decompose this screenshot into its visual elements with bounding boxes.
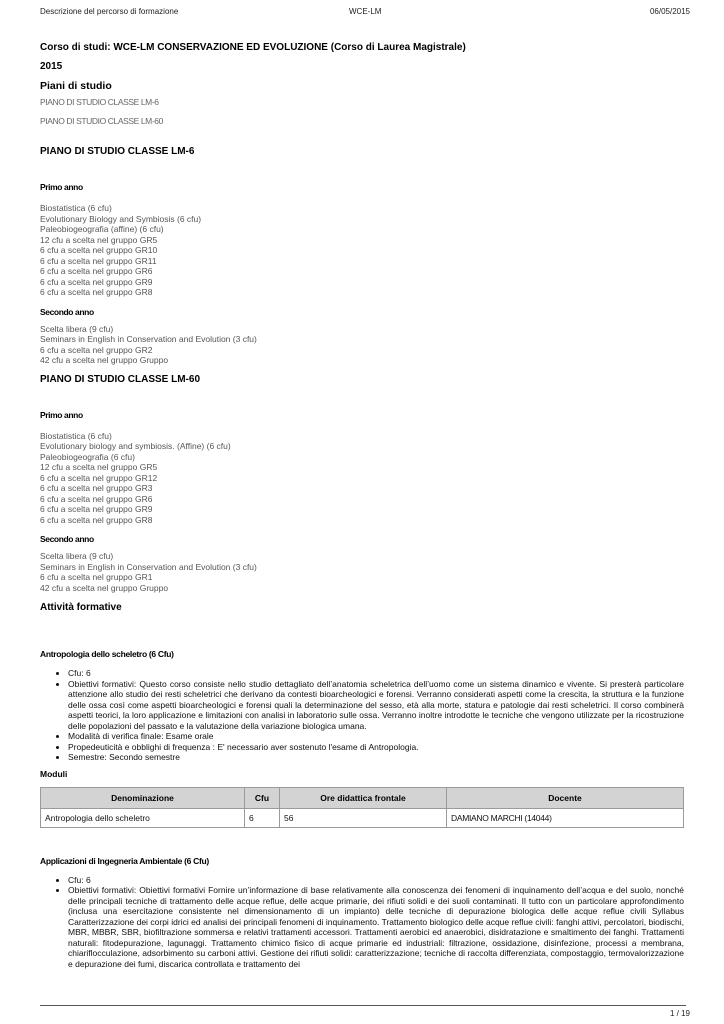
cell-denominazione: Antropologia dello scheletro <box>41 808 245 827</box>
first-year-course-list <box>40 203 684 298</box>
activities-heading: Attività formative <box>40 602 122 613</box>
list-item: 6 cfu a scelta nel gruppo GR3 <box>40 483 153 493</box>
list-item: 6 cfu a scelta nel gruppo GR10 <box>40 245 158 255</box>
activity-details-list <box>40 875 684 970</box>
list-item: 6 cfu a scelta nel gruppo GR6 <box>40 493 153 504</box>
column-header-denominazione: Denominazione <box>41 787 245 808</box>
list-item: 6 cfu a scelta nel gruppo GR8 <box>40 514 153 525</box>
cell-docente: DAMIANO MARCHI (14044) <box>447 808 684 827</box>
first-year-course-list <box>40 431 684 526</box>
page-number: 1 / 19 <box>669 1009 690 1018</box>
list-item: 6 cfu a scelta nel gruppo GR8 <box>40 287 153 297</box>
list-item: Seminars in English in Conservation and Evolution (3 cfu) <box>40 561 257 572</box>
activity-details-list <box>40 668 684 763</box>
list-item: 12 cfu a scelta nel gruppo GR5 <box>40 234 158 245</box>
plan-link-lm6[interactable]: PIANO DI STUDIO CLASSE LM-6 <box>40 97 159 107</box>
table-row <box>41 808 684 827</box>
header-course-code: WCE-LM <box>349 7 382 16</box>
list-item: 6 cfu a scelta nel gruppo GR2 <box>40 344 153 355</box>
list-item: 6 cfu a scelta nel gruppo GR6 <box>40 266 153 276</box>
list-item: 6 cfu a scelta nel gruppo GR12 <box>40 472 158 483</box>
list-item: 42 cfu a scelta nel gruppo Gruppo <box>40 355 169 365</box>
activity-objectives: • Obiettivi formativi: Questo corso consiste nello studio dettagliato dell’anatomia scheletrica dell’uomo come un sistema dinamico e vivente. Si presterà particolare attenzione allo studio dei resti scheletrici che derivano da contesti bioarcheologici e forensi. Verranno considerati aspetti come la crescita, la struttura e la funzione delle ossa così come aspetti bioarcheologici e forensi quali la determinazione del sesso, età alla morte, statura e patologie dai resti scheletrici. Il corso combinerà aspetti teorici, la loro applicazione e limitazioni con analisi in laboratorio sulle ossa. Verranno inoltre introdotte le tecniche che vengono utilizzate per la ricostruzione delle popolazioni del passato e la valutazione della variazione biologica umana. <box>68 679 684 732</box>
list-item: Paleobiogeografia (6 cfu) <box>40 451 135 462</box>
second-year-heading: Secondo anno <box>40 534 94 544</box>
list-item: 6 cfu a scelta nel gruppo GR9 <box>40 276 153 287</box>
list-item: Biostatistica (6 cfu) <box>40 430 112 441</box>
academic-year: 2015 <box>40 61 63 72</box>
list-item: 12 cfu a scelta nel gruppo GR5 <box>40 462 158 472</box>
list-item: Seminars in English in Conservation and Evolution (3 cfu) <box>40 334 257 344</box>
list-item: 6 cfu a scelta nel gruppo GR9 <box>40 504 153 514</box>
list-item: Scelta libera (9 cfu) <box>40 323 114 334</box>
activity-semester: • Semestre: Secondo semestre <box>68 752 684 763</box>
second-year-heading: Secondo anno <box>40 306 94 317</box>
modules-table <box>40 787 684 828</box>
list-item: Evolutionary biology and symbiosis. (Affine) (6 cfu) <box>40 441 231 451</box>
second-year-course-list <box>40 324 684 366</box>
list-item: 42 cfu a scelta nel gruppo Gruppo <box>40 582 169 593</box>
list-item: Evolutionary Biology and Symbiosis (6 cfu) <box>40 213 202 224</box>
study-plans-heading: Piani di studio <box>40 80 112 92</box>
list-item: 6 cfu a scelta nel gruppo GR11 <box>40 255 157 266</box>
column-header-cfu: Cfu <box>245 787 280 808</box>
column-header-docente: Docente <box>447 787 684 808</box>
list-item: Scelta libera (9 cfu) <box>40 551 114 561</box>
activity-cfu: • Cfu: 6 <box>68 668 684 679</box>
activity-prerequisites: • Propedeuticità e obblighi di frequenza : E' necessario aver sostenuto l'esame di Antropologia. <box>68 742 684 753</box>
list-item: Biostatistica (6 cfu) <box>40 203 112 213</box>
first-year-heading: Primo anno <box>40 409 83 420</box>
column-header-ore: Ore didattica frontale <box>280 787 447 808</box>
document-body <box>40 42 684 969</box>
second-year-course-list <box>40 551 684 593</box>
activity-exam-mode: • Modalità di verifica finale: Esame orale <box>68 731 684 742</box>
course-title: Corso di studi: WCE-LM CONSERVAZIONE ED EVOLUZIONE (Corso di Laurea Magistrale) <box>40 42 466 53</box>
list-item: Paleobiogeografia (affine) (6 cfu) <box>40 224 164 234</box>
activity-title: Applicazioni di Ingegneria Ambientale (6 Cfu) <box>40 855 209 866</box>
cell-ore: 56 <box>280 808 447 827</box>
activity-objectives: • Obiettivi formativi: Obiettivi formativi Fornire un’informazione di base relativamente alla conoscenza dei fenomeni di inquinamento dell’acqua e del suolo, nonché delle principali tecniche di trattamento delle acque reflue, delle acque primarie, dei rifiuti solidi e dei suoli contaminati. Il tutto con un particolare approfondimento (inclusa una esercitazione consistente nel dimensionamento di un impianto) delle tecniche di depurazione biologica delle acque reflue civili Syllabus Caratterizzazione dei corpi idrici ed analisi dei principali fenomeni di inquinamento. Trattamento biologico delle acque reflue civili: fanghi attivi, percolatori, biodischi, MBR, MBBR, SBR, biofiltrazione sommersa e relativi trattamenti accessori. Trattamenti aerobici ed anaerobici, disidratazione e smaltimento dei fanghi. Trattamenti naturali: fitodepurazione, lagunaggi. Trattamento chimico fisico di acque primarie ed industriali: filtrazione, ossidazione, disinfezione, processi a membrana, chiariflocculazione, adsorbimento su carboni attivi. Gestione dei rifiuti solidi: caratterizzazione; tecniche di raccolta differenziata, compostaggio, termovalorizzazione e depurazione dei fumi, discarica controllata e trattamento dei <box>68 885 684 969</box>
plan-title-lm60: PIANO DI STUDIO CLASSE LM-60 <box>40 373 201 385</box>
table-header-row <box>41 787 684 808</box>
modules-heading: Moduli <box>40 768 68 779</box>
plan-title-lm6: PIANO DI STUDIO CLASSE LM-6 <box>40 146 195 157</box>
list-item: 6 cfu a scelta nel gruppo GR1 <box>40 572 153 582</box>
first-year-heading: Primo anno <box>40 182 83 192</box>
plan-link-lm60[interactable]: PIANO DI STUDIO CLASSE LM-60 <box>40 116 163 126</box>
cell-cfu: 6 <box>245 808 280 827</box>
activity-title: Antropologia dello scheletro (6 Cfu) <box>40 649 174 659</box>
header-document-title: Descrizione del percorso di formazione <box>40 7 179 16</box>
footer-divider <box>40 1005 686 1006</box>
header-date: 06/05/2015 <box>649 7 690 16</box>
activity-cfu: • Cfu: 6 <box>68 875 684 886</box>
